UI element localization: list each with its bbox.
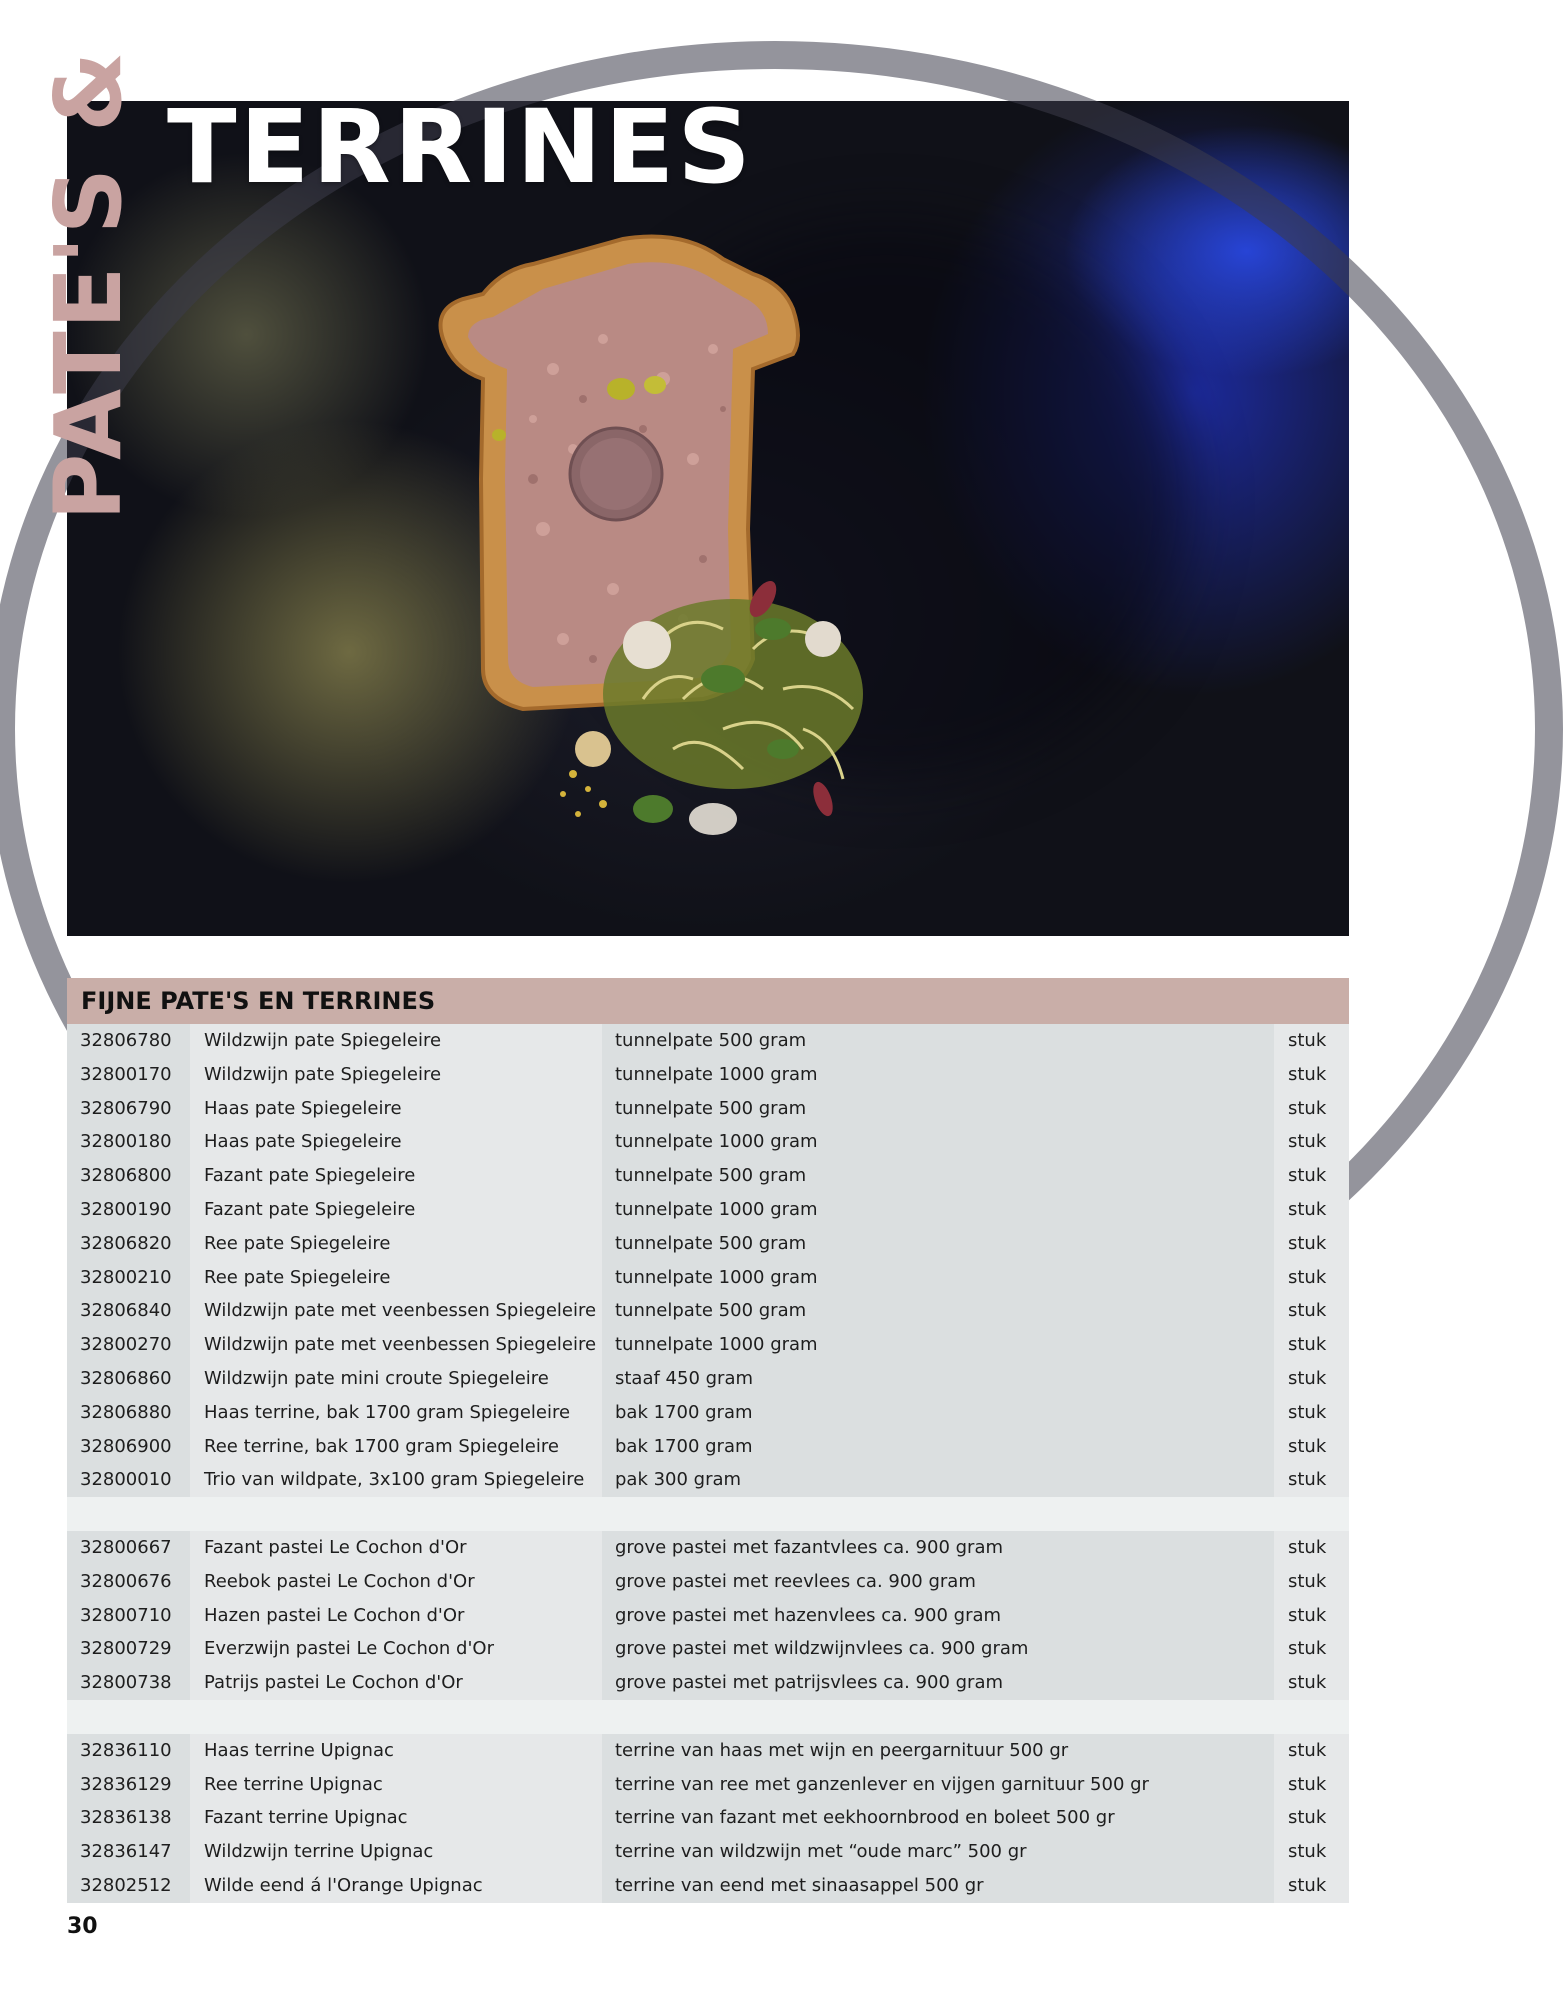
article-code: 32800676 <box>67 1565 190 1599</box>
product-name: Patrijs pastei Le Cochon d'Or <box>190 1666 602 1700</box>
table-row <box>67 1193 1349 1227</box>
article-code: 32802512 <box>67 1869 190 1903</box>
article-code: 32836110 <box>67 1734 190 1768</box>
product-description: grove pastei met reevlees ca. 900 gram <box>602 1565 1274 1599</box>
article-code: 32836147 <box>67 1835 190 1869</box>
article-code: 32806900 <box>67 1430 190 1464</box>
product-description: bak 1700 gram <box>602 1396 1274 1430</box>
article-code: 32806780 <box>67 1024 190 1058</box>
product-description: grove pastei met fazantvlees ca. 900 gram <box>602 1531 1274 1565</box>
product-name: Wildzwijn pate Spiegeleire <box>190 1058 602 1092</box>
unit: stuk <box>1274 1159 1349 1193</box>
article-code: 32800729 <box>67 1632 190 1666</box>
table-row <box>67 1734 1349 1768</box>
article-code: 32800270 <box>67 1328 190 1362</box>
product-name: Fazant pate Spiegeleire <box>190 1193 602 1227</box>
product-name: Ree terrine, bak 1700 gram Spiegeleire <box>190 1430 602 1464</box>
product-description: tunnelpate 1000 gram <box>602 1328 1274 1362</box>
table-row <box>67 1261 1349 1295</box>
table-row <box>67 1024 1349 1058</box>
unit: stuk <box>1274 1024 1349 1058</box>
product-name: Wildzwijn pate mini croute Spiegeleire <box>190 1362 602 1396</box>
table-row <box>67 1632 1349 1666</box>
product-description: staaf 450 gram <box>602 1362 1274 1396</box>
unit: stuk <box>1274 1362 1349 1396</box>
product-name: Fazant pastei Le Cochon d'Or <box>190 1531 602 1565</box>
table-row <box>67 1396 1349 1430</box>
unit: stuk <box>1274 1261 1349 1295</box>
article-code: 32800170 <box>67 1058 190 1092</box>
article-code: 32806880 <box>67 1396 190 1430</box>
product-name: Reebok pastei Le Cochon d'Or <box>190 1565 602 1599</box>
product-name: Ree pate Spiegeleire <box>190 1261 602 1295</box>
product-description: pak 300 gram <box>602 1463 1274 1497</box>
product-name: Wildzwijn pate met veenbessen Spiegeleire <box>190 1294 602 1328</box>
unit: stuk <box>1274 1801 1349 1835</box>
unit: stuk <box>1274 1396 1349 1430</box>
hero-photo <box>35 49 1349 936</box>
product-name: Fazant pate Spiegeleire <box>190 1159 602 1193</box>
unit: stuk <box>1274 1565 1349 1599</box>
article-code: 32800667 <box>67 1531 190 1565</box>
product-description: tunnelpate 1000 gram <box>602 1125 1274 1159</box>
table-row <box>67 1430 1349 1464</box>
product-description: terrine van eend met sinaasappel 500 gr <box>602 1869 1274 1903</box>
table-row <box>67 1768 1349 1802</box>
article-code: 32806820 <box>67 1227 190 1261</box>
table-row <box>67 1531 1349 1565</box>
product-description: tunnelpate 500 gram <box>602 1294 1274 1328</box>
product-name: Fazant terrine Upignac <box>190 1801 602 1835</box>
article-code: 32806800 <box>67 1159 190 1193</box>
product-description: terrine van haas met wijn en peergarnituur 500 gr <box>602 1734 1274 1768</box>
product-name: Wildzwijn terrine Upignac <box>190 1835 602 1869</box>
table-row <box>67 1159 1349 1193</box>
product-name: Wilde eend á l'Orange Upignac <box>190 1869 602 1903</box>
table-row <box>67 1835 1349 1869</box>
table-row <box>67 1599 1349 1633</box>
product-name: Everzwijn pastei Le Cochon d'Or <box>190 1632 602 1666</box>
product-name: Trio van wildpate, 3x100 gram Spiegeleire <box>190 1463 602 1497</box>
product-name: Ree terrine Upignac <box>190 1768 602 1802</box>
product-name: Hazen pastei Le Cochon d'Or <box>190 1599 602 1633</box>
table-row <box>67 1666 1349 1700</box>
article-code: 32800190 <box>67 1193 190 1227</box>
unit: stuk <box>1274 1294 1349 1328</box>
product-description: tunnelpate 500 gram <box>602 1159 1274 1193</box>
product-description: grove pastei met wildzwijnvlees ca. 900 gram <box>602 1632 1274 1666</box>
product-description: terrine van wildzwijn met “oude marc” 500 gr <box>602 1835 1274 1869</box>
table-row <box>67 1801 1349 1835</box>
table-row <box>67 1092 1349 1126</box>
product-name: Haas pate Spiegeleire <box>190 1125 602 1159</box>
product-description: tunnelpate 1000 gram <box>602 1193 1274 1227</box>
article-code: 32836138 <box>67 1801 190 1835</box>
product-description: terrine van ree met ganzenlever en vijgen garnituur 500 gr <box>602 1768 1274 1802</box>
product-description: tunnelpate 500 gram <box>602 1024 1274 1058</box>
table-row <box>67 1227 1349 1261</box>
section-header <box>67 978 1349 1024</box>
article-code: 32806840 <box>67 1294 190 1328</box>
table-row <box>67 1869 1349 1903</box>
section-title: FIJNE PATE'S EN TERRINES <box>81 987 436 1015</box>
article-code: 32800180 <box>67 1125 190 1159</box>
unit: stuk <box>1274 1632 1349 1666</box>
unit: stuk <box>1274 1430 1349 1464</box>
product-description: grove pastei met patrijsvlees ca. 900 gram <box>602 1666 1274 1700</box>
unit: stuk <box>1274 1328 1349 1362</box>
product-name: Wildzwijn pate met veenbessen Spiegeleire <box>190 1328 602 1362</box>
product-description: tunnelpate 1000 gram <box>602 1058 1274 1092</box>
product-description: tunnelpate 500 gram <box>602 1227 1274 1261</box>
table-row <box>67 1565 1349 1599</box>
product-name: Ree pate Spiegeleire <box>190 1227 602 1261</box>
table-row <box>67 1463 1349 1497</box>
unit: stuk <box>1274 1193 1349 1227</box>
unit: stuk <box>1274 1768 1349 1802</box>
product-name: Haas terrine, bak 1700 gram Spiegeleire <box>190 1396 602 1430</box>
article-code: 32800738 <box>67 1666 190 1700</box>
unit: stuk <box>1274 1092 1349 1126</box>
table-row <box>67 1125 1349 1159</box>
page-number: 30 <box>67 1914 98 1939</box>
product-name: Haas terrine Upignac <box>190 1734 602 1768</box>
article-code: 32800010 <box>67 1463 190 1497</box>
pate-en-croute-image <box>423 229 983 869</box>
table-row <box>67 1058 1349 1092</box>
unit: stuk <box>1274 1599 1349 1633</box>
unit: stuk <box>1274 1666 1349 1700</box>
unit: stuk <box>1274 1463 1349 1497</box>
group-spacer <box>67 1700 1349 1734</box>
unit: stuk <box>1274 1734 1349 1768</box>
article-code: 32836129 <box>67 1768 190 1802</box>
article-code: 32800710 <box>67 1599 190 1633</box>
product-description: tunnelpate 1000 gram <box>602 1261 1274 1295</box>
product-table <box>67 1024 1349 1903</box>
table-row <box>67 1328 1349 1362</box>
table-row <box>67 1362 1349 1396</box>
title-pates-vertical: PATE'S & <box>35 49 142 521</box>
article-code: 32806790 <box>67 1092 190 1126</box>
unit: stuk <box>1274 1227 1349 1261</box>
product-description: terrine van fazant met eekhoornbrood en boleet 500 gr <box>602 1801 1274 1835</box>
unit: stuk <box>1274 1125 1349 1159</box>
unit: stuk <box>1274 1869 1349 1903</box>
product-description: grove pastei met hazenvlees ca. 900 gram <box>602 1599 1274 1633</box>
product-name: Haas pate Spiegeleire <box>190 1092 602 1126</box>
title-terrines: TERRINES <box>167 88 754 207</box>
product-description: bak 1700 gram <box>602 1430 1274 1464</box>
group-spacer <box>67 1497 1349 1531</box>
article-code: 32806860 <box>67 1362 190 1396</box>
product-description: tunnelpate 500 gram <box>602 1092 1274 1126</box>
table-row <box>67 1294 1349 1328</box>
product-name: Wildzwijn pate Spiegeleire <box>190 1024 602 1058</box>
unit: stuk <box>1274 1835 1349 1869</box>
unit: stuk <box>1274 1058 1349 1092</box>
article-code: 32800210 <box>67 1261 190 1295</box>
unit: stuk <box>1274 1531 1349 1565</box>
